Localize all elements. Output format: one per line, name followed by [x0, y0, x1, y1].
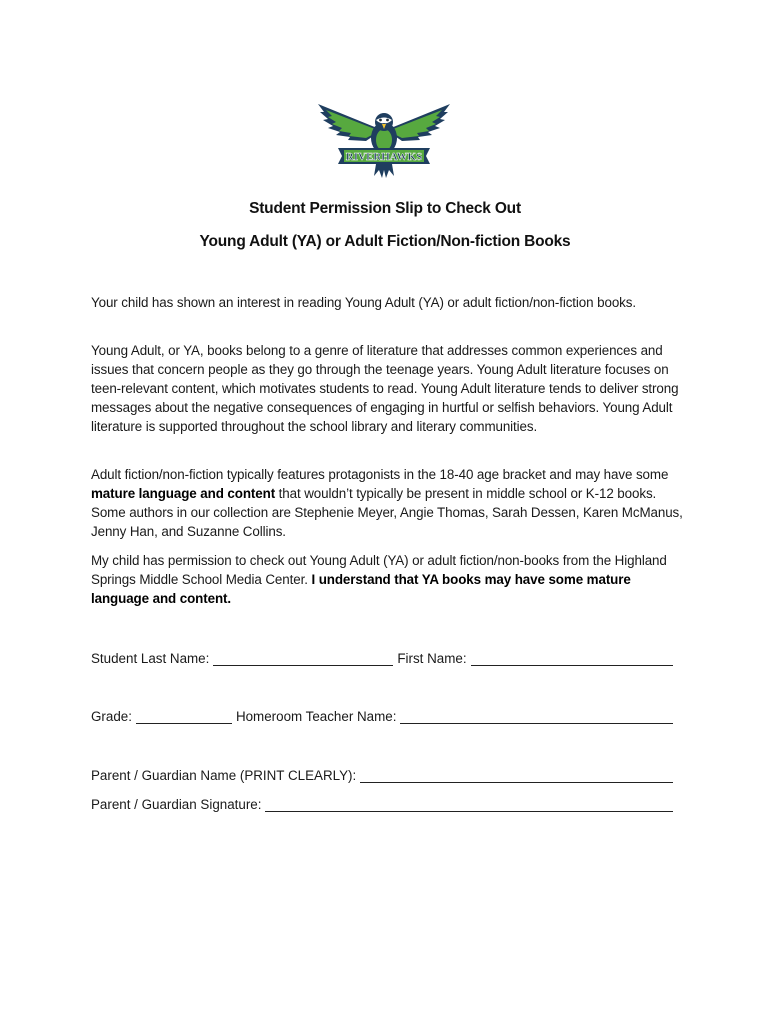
parent-name-row: [91, 767, 673, 785]
adult-fiction-text-b: that wouldn’t typically be present in middle school or K-12 books. Some authors in our collection are Stephenie Meyer, Angie Thomas, Sarah Dessen, Karen McManus, Jenny Han, and Suzanne Collins.: [91, 486, 683, 539]
signature-field[interactable]: [265, 797, 673, 812]
grade-row: [91, 708, 673, 726]
signature-label: Parent / Guardian Signature:: [91, 797, 262, 812]
ya-description-paragraph: Young Adult, or YA, books belong to a genre of literature that addresses common experiences and issues that concern people as they go through the teenage years. Young Adult literature focuses on teen-relevant content, which motivates students to read. Young Adult literature tends to deliver strong messages about the negative consequences of engaging in hurtful or selfish behaviors. Young Adult literature is supported throughout the school library and literary communities.: [91, 343, 679, 434]
first-name-label: First Name:: [397, 651, 467, 666]
mature-content-emphasis: mature language and content: [91, 486, 276, 501]
adult-fiction-paragraph: [91, 465, 683, 541]
last-name-label: Student Last Name:: [91, 651, 210, 666]
parent-name-label: Parent / Guardian Name (PRINT CLEARLY):: [91, 768, 357, 783]
signature-row: [91, 796, 673, 814]
parent-name-field[interactable]: [360, 768, 673, 783]
homeroom-field[interactable]: [400, 709, 673, 724]
riverhawks-logo-text: RIVERHAWKS: [345, 151, 423, 163]
riverhawks-logo: [316, 100, 452, 182]
permission-text: My child has permission to check out Young Adult (YA) or adult fiction/non-books from the Highland Springs Middle School Media Center.: [91, 553, 667, 587]
understanding-statement: I understand that YA books may have some mature language and content.: [91, 572, 631, 606]
intro-paragraph: Your child has shown an interest in reading Young Adult (YA) or adult fiction/non-fiction books.: [91, 295, 636, 310]
adult-fiction-text-a: Adult fiction/non-fiction typically features protagonists in the 18-40 age bracket and may have some: [91, 467, 669, 482]
grade-label: Grade:: [91, 709, 132, 724]
student-name-row: [91, 650, 673, 668]
page-title: Student Permission Slip to Check Out: [249, 200, 521, 217]
permission-paragraph: [91, 551, 683, 608]
last-name-field[interactable]: [213, 651, 393, 666]
page-subtitle: Young Adult (YA) or Adult Fiction/Non-fiction Books: [199, 233, 571, 250]
homeroom-label: Homeroom Teacher Name:: [235, 709, 397, 724]
grade-field[interactable]: [136, 709, 232, 724]
first-name-field[interactable]: [471, 651, 673, 666]
